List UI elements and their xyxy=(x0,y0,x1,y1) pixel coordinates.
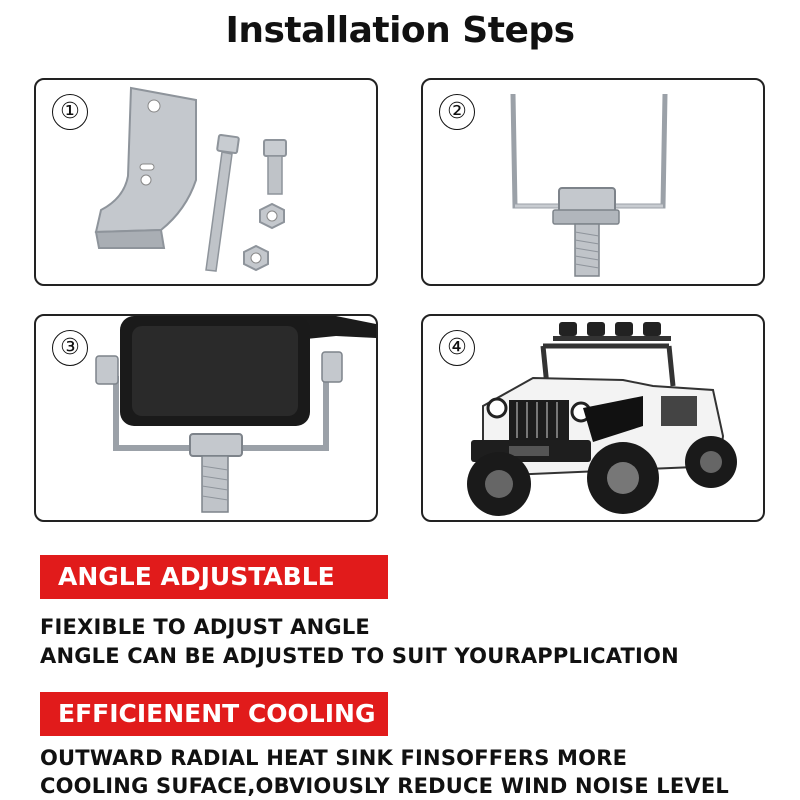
feature-1-line-1: FIEXIBLE TO ADJUST ANGLE xyxy=(40,615,370,639)
step-2-number: ② xyxy=(439,94,475,130)
feature-heading-angle: ANGLE ADJUSTABLE xyxy=(40,555,388,599)
step-3-panel xyxy=(34,314,378,522)
page-title: Installation Steps xyxy=(225,10,575,51)
feature-2-line-2: COOLING SUFACE,OBVIOUSLY REDUCE WIND NOISE LEVEL xyxy=(40,774,729,798)
step-4-panel xyxy=(421,314,765,522)
feature-2-line-1: OUTWARD RADIAL HEAT SINK FINSOFFERS MORE xyxy=(40,746,628,770)
step-2-panel xyxy=(421,78,765,286)
step-3-number: ③ xyxy=(52,330,88,366)
step-4-number: ④ xyxy=(439,330,475,366)
feature-1-line-2: ANGLE CAN BE ADJUSTED TO SUIT YOURAPPLICATION xyxy=(40,644,679,668)
step-1-panel xyxy=(34,78,378,286)
feature-heading-cooling: EFFICIENENT COOLING xyxy=(40,692,388,736)
step-1-number: ① xyxy=(52,94,88,130)
